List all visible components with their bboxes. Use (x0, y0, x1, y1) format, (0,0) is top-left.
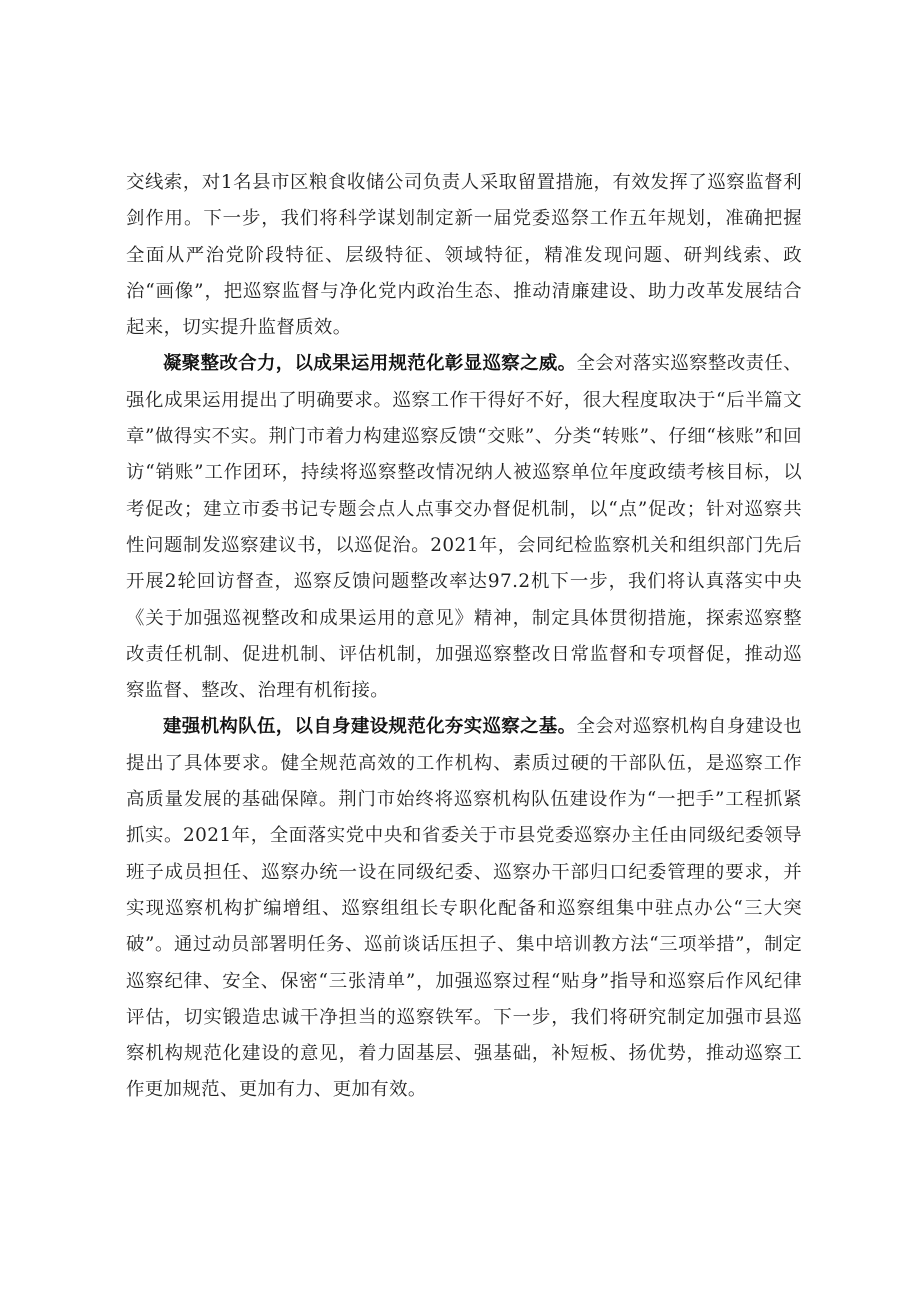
paragraph-rectification (126, 346, 802, 709)
paragraph-text: 全会对巡察机构自身建设也提出了具体要求。健全规范高效的工作机构、素质过硬的干部队伍，是巡察工作高质量发展的基础保障。荆门市始终将巡察机构队伍建设作为“一把手”工程抓紧抓实。2021年，全面落实党中央和省委关于市县党委巡察办主任由同级纪委领导班子成员担任、巡察办统一设在同级纪委、巡察办干部归口纪委管理的要求，并实现巡察机构扩编增组、巡察组组长专职化配备和巡察组集中驻点办公“三大突破”。通过动员部署明任务、巡前谈话压担子、集中培训教方法“三项举措”，制定巡察纪律、安全、保密“三张清单”，加强巡察过程“贴身”指导和巡察后作风纪律评估，切实锻造忠诚干净担当的巡察铁军。下一步，我们将研究制定加强市县巡察机构规范化建设的意见，着力固基层、强基础，补短板、扬优势，推动巡察工作更加规范、更加有力、更加有效。 (126, 716, 802, 1101)
paragraph-institution-building (126, 709, 802, 1108)
document-page (126, 165, 802, 1109)
paragraph-lead: 建强机构队伍，以自身建设规范化夯实巡察之基。 (163, 716, 577, 738)
paragraph-inspection-supervision (126, 165, 802, 346)
paragraph-text: 全会对落实巡察整改责任、强化成果运用提出了明确要求。巡察工作干得好不好，很大程度取决于“后半篇文章”做得实不实。荆门市着力构建巡察反馈“交账”、分类“转账”、仔细“核账”和回访“销账”工作团环，持续将巡察整改情况纳人被巡察单位年度政绩考核目标，以考促改；建立市委书记专题会点人点事交办督促机制，以“点”促改；针对巡察共性问题制发巡察建议书，以巡促治。2021年，会同纪检监察机关和组织部门先后开展2轮回访督查，巡察反馈问题整改率达97.2机下一步，我们将认真落实中央《关于加强巡视整改和成果运用的意见》精神，制定具体贯彻措施，探索巡察整改责任机制、促进机制、评估机制，加强巡察整改日常监督和专项督促，推动巡察监督、整改、治理有机衔接。 (126, 353, 802, 702)
paragraph-text: 交线索，对1名县市区粮食收储公司负责人采取留置措施，有效发挥了巡察监督利剑作用。下一步，我们将科学谋划制定新一届党委巡祭工作五年规划，准确把握全面从严治党阶段特征、层级特征、领域特征，精准发现问题、研判线索、政治“画像”，把巡察监督与净化党内政治生态、推动清廉建设、助力改革发展结合起来，切实提升监督质效。 (126, 172, 802, 339)
paragraph-lead: 凝聚整改合力，以成果运用规范化彰显巡察之威。 (163, 353, 577, 375)
